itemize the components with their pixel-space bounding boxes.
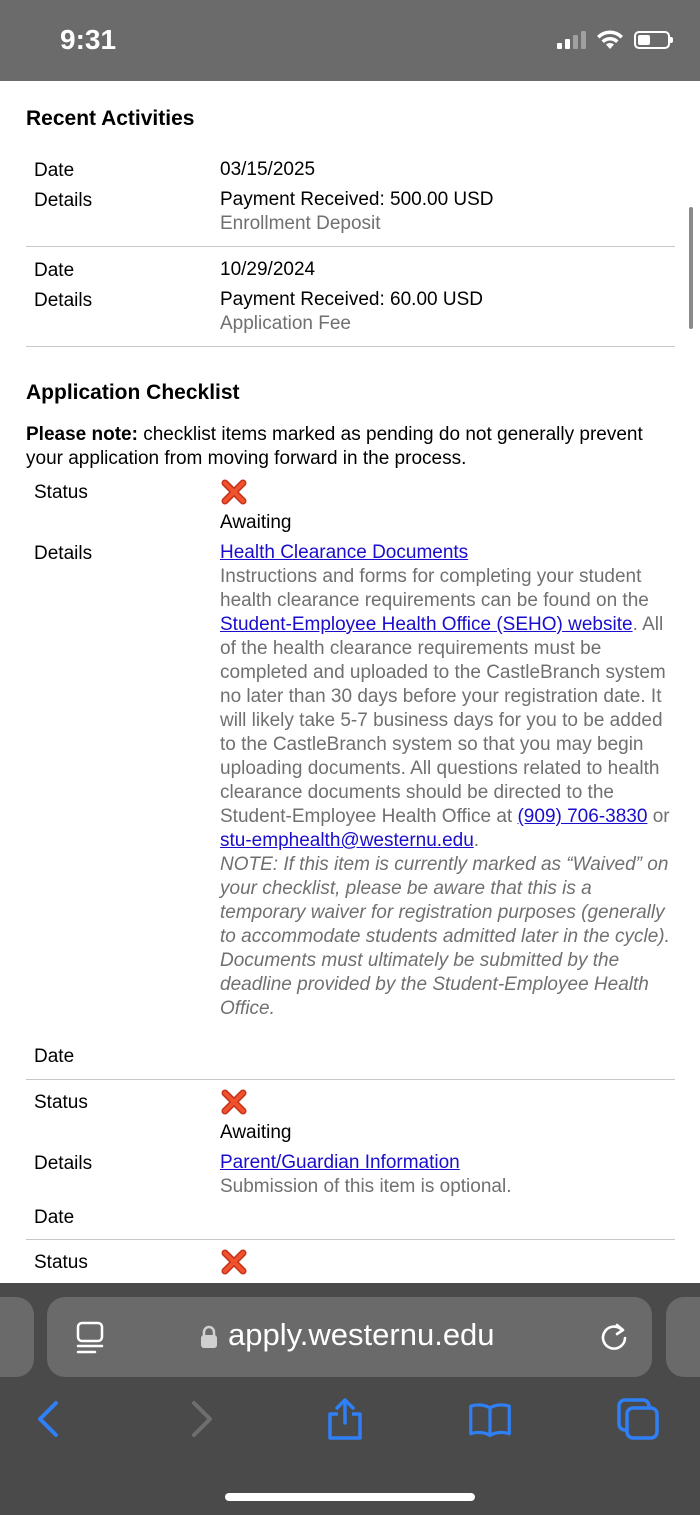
url-text[interactable]: apply.westernu.edu: [228, 1317, 495, 1352]
checklist-note-text: checklist items marked as pending do not generally prevent your application from moving forward in the process.: [26, 424, 643, 469]
checklist-title: Application Checklist: [26, 381, 240, 404]
item-status: Awaiting: [220, 1122, 292, 1143]
details-text-part: Instructions and forms for completing your student health clearance requirements can be found on the: [220, 566, 649, 611]
status-x-icon: [220, 1248, 248, 1276]
browser-toolbar: [0, 1283, 700, 1515]
home-indicator[interactable]: [225, 1493, 475, 1501]
divider: [26, 346, 675, 347]
details-text-part: .: [473, 830, 480, 851]
item-date-label: Date: [34, 1207, 75, 1228]
details-text-part: . All of the health clearance requirements must be completed and uploaded to the CastleBranch system no later than 30 days before your registration date. It will likely take 5-7 business days for you to be added to the CastleBranch system so that you may begin uploading documents. All questions related to health clearance documents should be directed to the Student-Employee Health Office at: [220, 614, 666, 827]
item-status: Awaiting: [220, 512, 292, 533]
seho-website-link[interactable]: Student-Employee Health Office (SEHO) website: [220, 614, 633, 635]
activity-date-label: Date: [34, 260, 75, 281]
divider: [26, 1079, 675, 1080]
activity-date-label: Date: [34, 160, 75, 181]
status-icons: [557, 30, 670, 50]
waiver-note: NOTE: If this item is currently marked as “Waived” on your checklist, please be aware that this is a temporary waiver for registration purposes (generally to accommodate students admitted later in the cycle). Documents must ultimately be submitted by the deadline provided by the Student-Employee Health Office.: [220, 854, 670, 1019]
checklist-note: [26, 423, 656, 471]
wifi-icon: [596, 30, 624, 50]
reload-icon[interactable]: [598, 1321, 630, 1353]
activity-details-text: Payment Received: 500.00 USD: [220, 189, 494, 210]
status-time: 9:31: [60, 24, 117, 55]
activity-date: 03/15/2025: [220, 159, 316, 180]
activity-details-label: Details: [34, 290, 93, 311]
share-icon[interactable]: [323, 1397, 367, 1441]
back-icon[interactable]: [26, 1397, 70, 1441]
cellular-signal-icon: [557, 31, 586, 49]
activity-details-sub: Enrollment Deposit: [220, 213, 381, 234]
email-link[interactable]: stu-emphealth@westernu.edu: [220, 830, 474, 851]
address-bar[interactable]: [47, 1297, 652, 1377]
recent-activities-title: Recent Activities: [26, 107, 195, 130]
item-details-text: [220, 565, 670, 853]
divider: [26, 246, 675, 247]
health-clearance-link[interactable]: Health Clearance Documents: [220, 542, 469, 563]
activity-details: [220, 188, 494, 236]
bookmarks-icon[interactable]: [468, 1397, 512, 1441]
item-details: [220, 1151, 511, 1199]
forward-icon[interactable]: [180, 1397, 224, 1441]
tabs-icon[interactable]: [616, 1397, 660, 1441]
item-status-label: Status: [34, 482, 88, 503]
item-details-sub: Submission of this item is optional.: [220, 1176, 512, 1197]
parent-guardian-link[interactable]: Parent/Guardian Information: [220, 1152, 460, 1173]
activity-details-label: Details: [34, 190, 93, 211]
reader-mode-icon[interactable]: [75, 1321, 105, 1355]
divider: [26, 1239, 675, 1240]
details-text-part: or: [647, 806, 670, 827]
activity-date: 10/29/2024: [220, 259, 316, 280]
page-content: [0, 81, 700, 1283]
status-bar: [0, 0, 700, 81]
lock-icon: [200, 1325, 218, 1349]
item-details-label: Details: [34, 1153, 93, 1174]
status-x-icon: [220, 478, 248, 506]
next-tab-preview[interactable]: [666, 1297, 700, 1377]
phone-link[interactable]: (909) 706-3830: [517, 806, 648, 827]
item-details-label: Details: [34, 543, 93, 564]
item-status-label: Status: [34, 1252, 88, 1273]
status-x-icon: [220, 1088, 248, 1116]
checklist-note-bold: Please note:: [26, 424, 138, 445]
activity-details-sub: Application Fee: [220, 313, 351, 334]
scrollbar[interactable]: [689, 207, 693, 329]
activity-details: [220, 288, 483, 336]
battery-icon: [634, 31, 670, 49]
item-details: [220, 541, 670, 1021]
activity-details-text: Payment Received: 60.00 USD: [220, 289, 483, 310]
item-date-label: Date: [34, 1046, 75, 1067]
item-status-label: Status: [34, 1092, 88, 1113]
previous-tab-preview[interactable]: [0, 1297, 34, 1377]
